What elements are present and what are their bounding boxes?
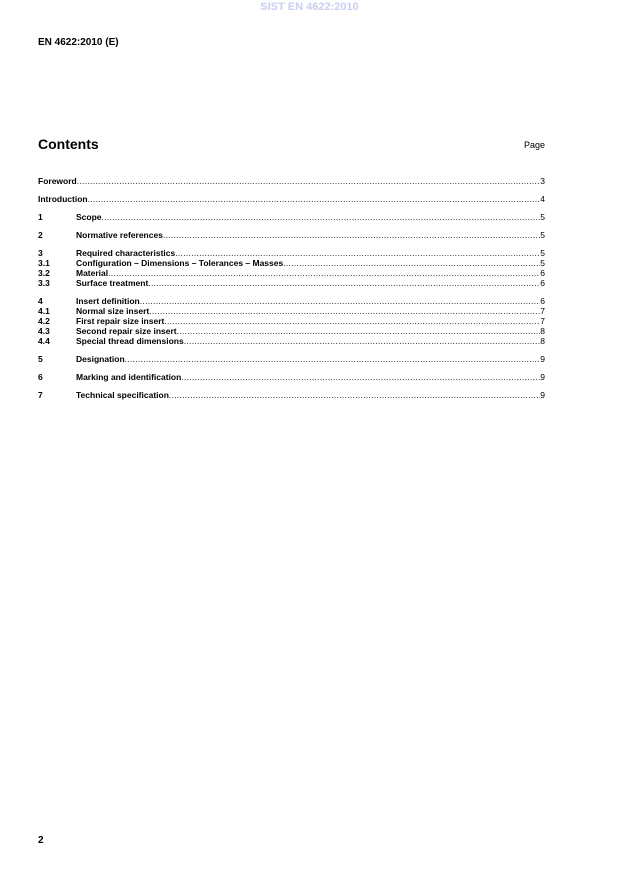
watermark: SIST EN 4622:2010 (260, 1, 359, 13)
toc-entry-page: 9 (540, 372, 545, 382)
toc-entry-title: Required characteristics (76, 248, 176, 258)
toc-entry-number: 6 (38, 372, 43, 382)
toc-dot-leader (163, 230, 540, 240)
toc-entry-title: Surface treatment (76, 278, 149, 288)
page-column-label: Page (523, 140, 545, 150)
toc-entry-title: Introduction (38, 194, 88, 204)
toc-entry-title: Foreword (38, 176, 77, 186)
page-number: 2 (38, 835, 44, 846)
toc-entry[interactable] (38, 278, 545, 288)
toc-entry-title: Second repair size insert (76, 326, 177, 336)
toc-entry[interactable] (38, 336, 545, 346)
toc-dot-leader (102, 212, 541, 222)
toc-entry-page: 9 (540, 354, 545, 364)
toc-entry-title: Insert definition (76, 296, 140, 306)
toc-entry-title: Special thread dimensions (76, 336, 184, 346)
toc-entry-number: 4.1 (38, 306, 50, 316)
toc-entry[interactable] (38, 230, 545, 240)
toc-dot-leader (125, 354, 541, 364)
toc-entry-page: 7 (540, 306, 545, 316)
toc-entry-page: 7 (540, 316, 545, 326)
toc-dot-leader (77, 176, 541, 186)
toc-dot-leader (108, 268, 540, 278)
toc-entry[interactable] (38, 212, 545, 222)
toc-dot-leader (175, 248, 540, 258)
toc-entry[interactable] (38, 176, 545, 186)
toc-entry-page: 6 (540, 296, 545, 306)
toc-entry-title: Normative references (76, 230, 163, 240)
toc-dot-leader (283, 258, 540, 268)
toc-entry-title: Marking and identification (76, 372, 182, 382)
toc-entry[interactable] (38, 194, 545, 204)
toc-entry-page: 5 (540, 248, 545, 258)
toc-entry-number: 3.2 (38, 268, 50, 278)
toc-entry-page: 5 (540, 212, 545, 222)
toc-entry-title: First repair size insert (76, 316, 165, 326)
toc-entry[interactable] (38, 316, 545, 326)
toc-dot-leader (181, 372, 540, 382)
toc-entry-number: 5 (38, 354, 43, 364)
toc-entry-title: Technical specification (76, 390, 169, 400)
document-id: EN 4622:2010 (E) (38, 37, 119, 48)
toc-dot-leader (177, 326, 541, 336)
toc-entry[interactable] (38, 248, 545, 258)
toc-entry-page: 5 (540, 258, 545, 268)
toc-entry[interactable] (38, 306, 545, 316)
toc-entry-number: 2 (38, 230, 43, 240)
toc-entry-title: Normal size insert (76, 306, 150, 316)
toc-entry-number: 1 (38, 212, 43, 222)
toc-dot-leader (148, 278, 540, 288)
toc-entry-title: Configuration – Dimensions – Tolerances – Masses (76, 258, 284, 268)
toc-entry-title: Designation (76, 354, 125, 364)
toc-entry-page: 6 (540, 278, 545, 288)
toc-entry-number: 4.2 (38, 316, 50, 326)
toc-entry-number: 3 (38, 248, 43, 258)
toc-entry-number: 7 (38, 390, 43, 400)
toc-entry[interactable] (38, 296, 545, 306)
toc-entry-page: 9 (540, 390, 545, 400)
toc-entry-page: 5 (540, 230, 545, 240)
toc-dot-leader (184, 336, 541, 346)
toc-entry-title: Material (76, 268, 109, 278)
toc-dot-leader (149, 306, 540, 316)
toc-dot-leader (140, 296, 541, 306)
toc-entry-title: Scope (76, 212, 102, 222)
toc-entry-page: 6 (540, 268, 545, 278)
toc-entry[interactable] (38, 390, 545, 400)
toc-entry[interactable] (38, 372, 545, 382)
toc-entry[interactable] (38, 258, 545, 268)
toc-dot-leader (164, 316, 540, 326)
toc-entry-page: 4 (540, 194, 545, 204)
toc-entry-number: 4.4 (38, 336, 50, 346)
toc-entry-number: 3.1 (38, 258, 50, 268)
toc-entry[interactable] (38, 326, 545, 336)
toc-dot-leader (169, 390, 540, 400)
toc-entry-number: 3.3 (38, 278, 50, 288)
toc-entry-page: 8 (540, 326, 545, 336)
toc-entry[interactable] (38, 354, 545, 364)
toc-entry-number: 4.3 (38, 326, 50, 336)
toc-entry-number: 4 (38, 296, 43, 306)
toc-entry[interactable] (38, 268, 545, 278)
toc-entry-page: 8 (540, 336, 545, 346)
toc-entry-page: 3 (540, 176, 545, 186)
contents-heading: Contents (38, 136, 99, 152)
table-of-contents (38, 176, 545, 400)
toc-dot-leader (88, 194, 541, 204)
